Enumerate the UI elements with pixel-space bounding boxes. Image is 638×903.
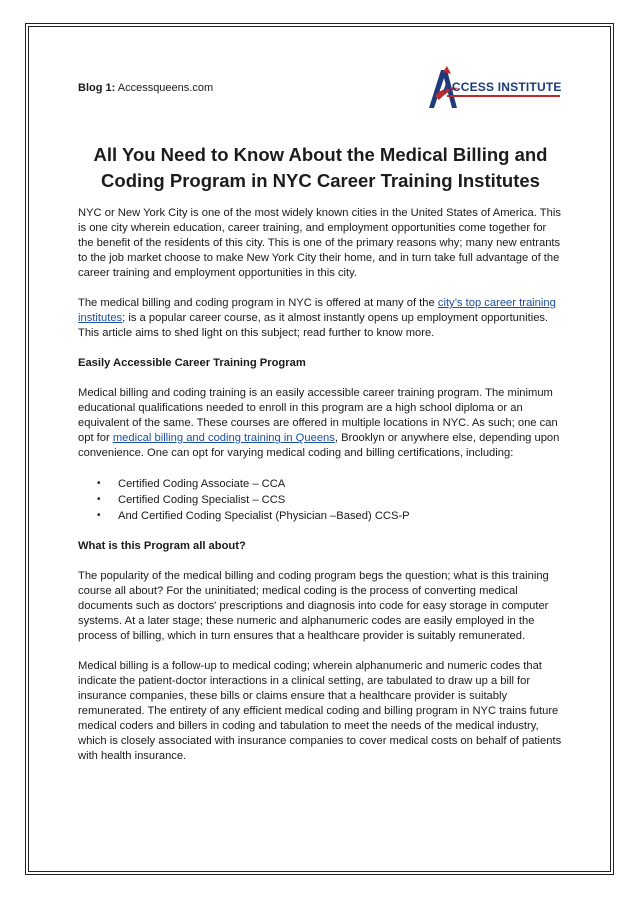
certification-label: Certified Coding Associate – CCA	[118, 478, 286, 490]
blog-site: Accessqueens.com	[117, 82, 214, 94]
certification-list	[78, 476, 564, 524]
article-body	[78, 206, 564, 779]
document-header	[78, 62, 563, 114]
paragraph-program-offered	[78, 296, 564, 341]
logo-institute: INSTITUTE	[497, 80, 562, 94]
certification-label: Certified Coding Specialist – CCS	[118, 494, 286, 506]
list-item	[78, 476, 564, 492]
section-heading-accessible: Easily Accessible Career Training Program	[78, 357, 306, 369]
logo-text	[443, 80, 562, 94]
section-heading-program: What is this Program all about?	[78, 540, 246, 552]
para2-before: The medical billing and coding program in NYC is offered at many of the	[78, 297, 438, 309]
para3-before: Medical billing and coding training is an easily accessible career training program. The minimum educational qualifications needed to enroll in this program are a high school diploma or an equivalent of the same. These courses are offered in multiple locations in NYC. As such; one can opt for	[78, 387, 558, 444]
article-title	[78, 142, 563, 194]
career-institutes-link[interactable]: city’s top career training institutes	[78, 297, 556, 324]
list-item	[78, 508, 564, 524]
certification-label: And Certified Coding Specialist (Physician –Based) CCS-P	[118, 510, 410, 522]
para3-after: , Brooklyn or anywhere else, depending upon convenience. One can opt for varying medical coding and billing certifications, including:	[78, 432, 560, 459]
paragraph-program-about: The popularity of the medical billing and coding program begs the question; what is this training course all about? For the uninitiated; medical coding is the process of converting medical documents such as doctors' prescriptions and diagnosis into code for easy storage in computer systems. At a later stage; these numeric and alphanumeric codes are easily employed in the process of billing, which in turn ensures that a healthcare provider is suitably remunerated.	[78, 570, 549, 642]
bullet-icon: •	[97, 494, 101, 505]
list-item	[78, 492, 564, 508]
blog-label: Blog 1:	[78, 82, 116, 94]
access-institute-logo	[425, 62, 563, 114]
paragraph-accessible	[78, 386, 564, 461]
bullet-icon: •	[97, 478, 101, 489]
logo-access: ACCESS	[443, 80, 495, 94]
para2-after: ; is a popular career course, as it almost instantly opens up employment opportunities. This article aims to shed light on this subject; read further to know more.	[78, 312, 549, 339]
paragraph-intro: NYC or New York City is one of the most widely known cities in the United States of America. This is one city wherein education, career training, and employment opportunities come together for the benefit of the residents of this city. This is one of the primary reasons why; many new entrants to the job market choose to make New York City their home, and in turn take full advantage of the career training and employment opportunities in this city.	[78, 207, 561, 279]
title-line-2: Coding Program in NYC Career Training Institutes	[101, 170, 540, 191]
bullet-icon: •	[97, 510, 101, 521]
title-line-1: All You Need to Know About the Medical Billing and	[93, 144, 548, 165]
blog-line	[78, 82, 213, 94]
paragraph-billing: Medical billing is a follow-up to medical coding; wherein alphanumeric and numeric codes that indicate the patient-doctor interactions in a clinical setting, are tabulated to draw up a bill for insurance companies, these bills or claims ensure that a healthcare provider is suitably remunerated. The entirety of any efficient medical coding and billing program in NYC trains future medical coders and billers in coding and tabulation to meet the needs of the medical industry, which is closely associated with insurance companies to cover medical costs on behalf of patients with health insurance.	[78, 660, 562, 762]
queens-training-link[interactable]: medical billing and coding training in Queens	[112, 432, 335, 444]
